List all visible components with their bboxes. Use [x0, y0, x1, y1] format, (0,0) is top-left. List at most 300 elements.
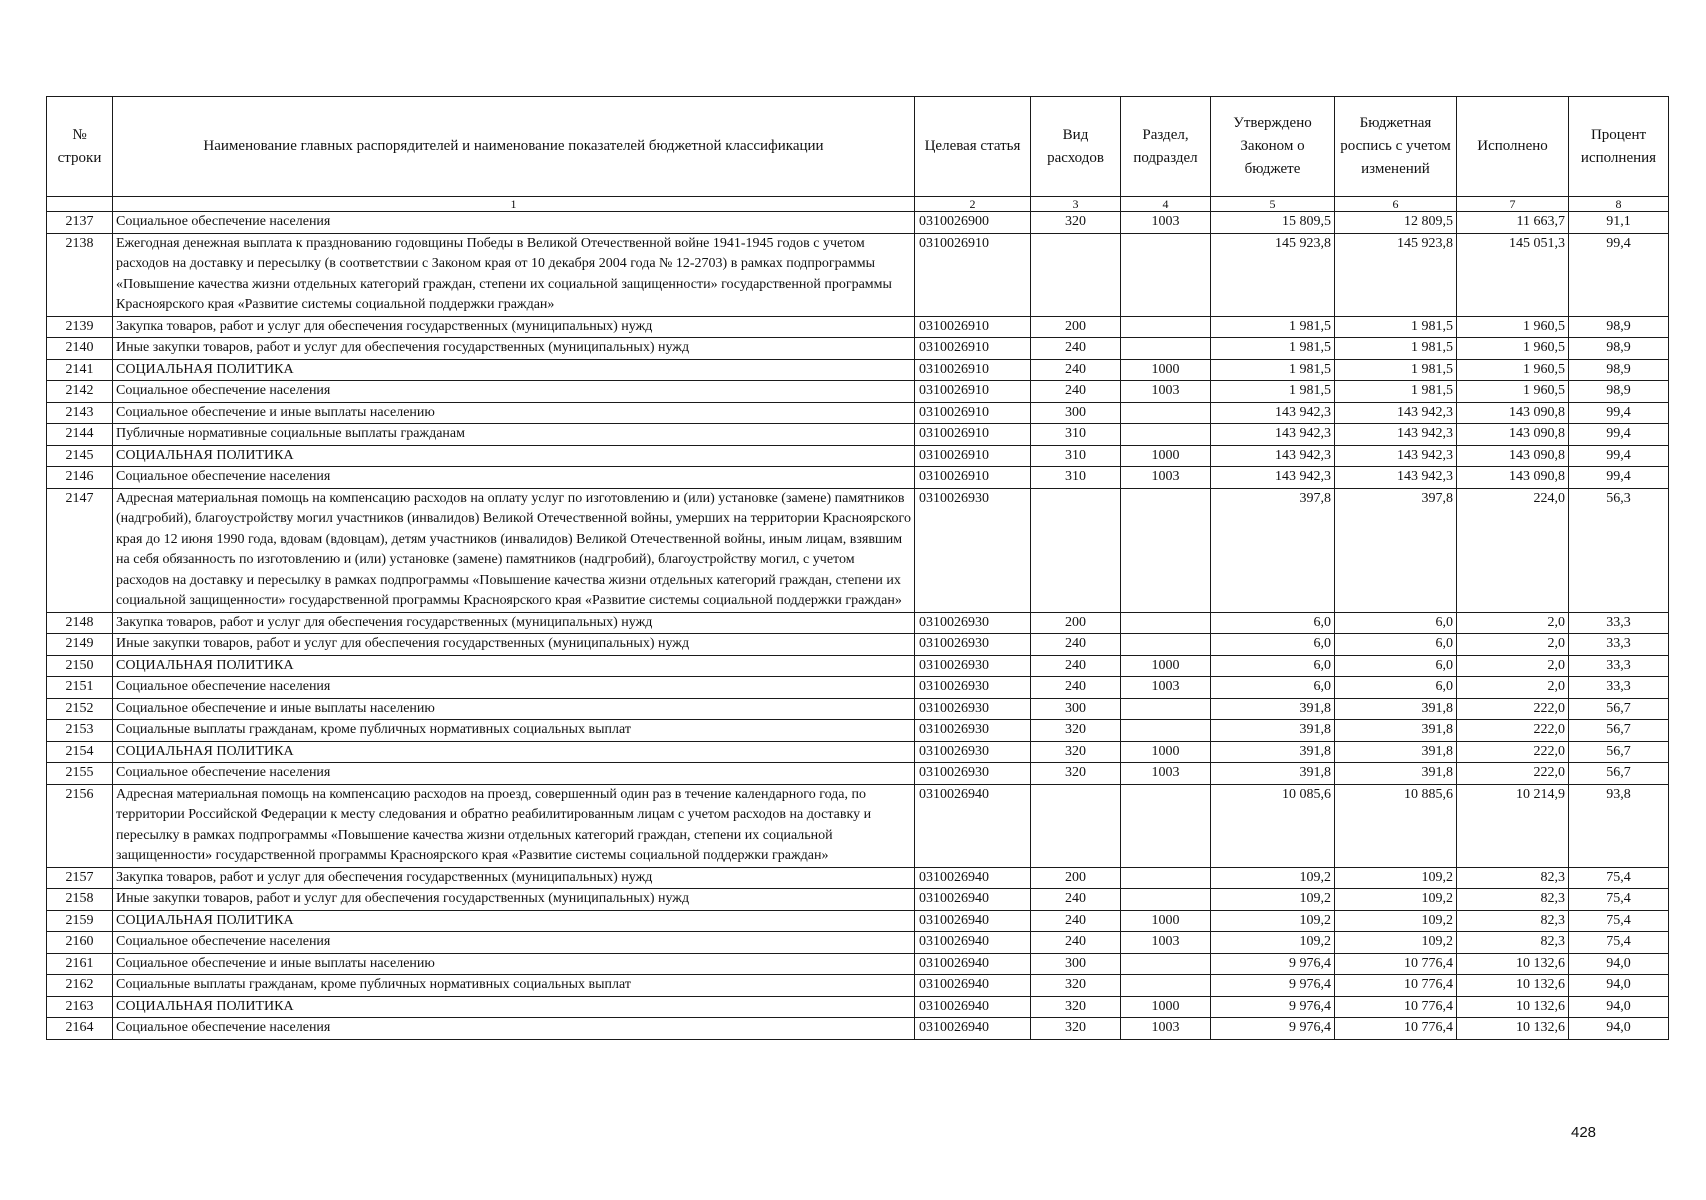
executed-cell: 10 132,6	[1457, 996, 1569, 1018]
expense-type-cell: 300	[1031, 402, 1121, 424]
row-number-cell: 2153	[47, 720, 113, 742]
target-article-cell: 0310026930	[915, 720, 1031, 742]
table-row	[47, 975, 1669, 997]
expense-type-cell: 240	[1031, 338, 1121, 360]
target-article-cell: 0310026930	[915, 677, 1031, 699]
budget-schedule-cell: 1 981,5	[1335, 316, 1457, 338]
name-cell: Социальное обеспечение и иные выплаты населению	[113, 402, 915, 424]
target-article-cell: 0310026910	[915, 359, 1031, 381]
target-article-cell: 0310026910	[915, 338, 1031, 360]
budget-schedule-cell: 1 981,5	[1335, 338, 1457, 360]
executed-cell: 222,0	[1457, 720, 1569, 742]
executed-cell: 1 960,5	[1457, 359, 1569, 381]
target-article-cell: 0310026930	[915, 741, 1031, 763]
percent-cell: 94,0	[1569, 1018, 1669, 1040]
executed-cell: 222,0	[1457, 763, 1569, 785]
budget-schedule-cell: 397,8	[1335, 488, 1457, 612]
name-cell: СОЦИАЛЬНАЯ ПОЛИТИКА	[113, 910, 915, 932]
row-number-cell: 2150	[47, 655, 113, 677]
section-cell	[1121, 424, 1211, 446]
expense-type-cell: 200	[1031, 867, 1121, 889]
row-number-cell: 2162	[47, 975, 113, 997]
approved-cell: 109,2	[1211, 867, 1335, 889]
target-article-cell: 0310026940	[915, 953, 1031, 975]
target-article-cell: 0310026930	[915, 763, 1031, 785]
budget-schedule-cell: 143 942,3	[1335, 445, 1457, 467]
percent-cell: 99,4	[1569, 402, 1669, 424]
row-number-cell: 2147	[47, 488, 113, 612]
document-page	[46, 96, 1668, 1040]
target-article-cell: 0310026940	[915, 975, 1031, 997]
name-cell: Иные закупки товаров, работ и услуг для обеспечения государственных (муниципальных) нужд	[113, 889, 915, 911]
approved-cell: 6,0	[1211, 634, 1335, 656]
target-article-cell: 0310026940	[915, 910, 1031, 932]
name-cell: Адресная материальная помощь на компенсацию расходов на проезд, совершенный один раз в течение календарного года, по территории Российской Федерации к месту следования и обратно реабилитированным лицам с учетом расходов на доставку и пересылку в рамках подпрограммы «Повышение качества жизни отдельных категорий граждан, степени их социальной защищенности» государственной программы Красноярского края «Развитие системы социальной поддержки граждан»	[113, 784, 915, 867]
approved-cell: 9 976,4	[1211, 1018, 1335, 1040]
expense-type-cell: 320	[1031, 720, 1121, 742]
target-article-cell: 0310026930	[915, 612, 1031, 634]
expense-type-cell: 320	[1031, 996, 1121, 1018]
percent-cell: 98,9	[1569, 359, 1669, 381]
section-cell: 1000	[1121, 655, 1211, 677]
name-cell: Социальное обеспечение населения	[113, 467, 915, 489]
percent-cell: 56,3	[1569, 488, 1669, 612]
budget-table	[46, 96, 1669, 1040]
expense-type-cell	[1031, 233, 1121, 316]
column-number-cell	[47, 197, 113, 212]
executed-cell: 10 132,6	[1457, 1018, 1569, 1040]
expense-type-cell: 310	[1031, 424, 1121, 446]
budget-schedule-cell: 391,8	[1335, 698, 1457, 720]
section-cell: 1003	[1121, 467, 1211, 489]
section-cell	[1121, 634, 1211, 656]
budget-schedule-cell: 109,2	[1335, 932, 1457, 954]
target-article-cell: 0310026910	[915, 467, 1031, 489]
budget-schedule-cell: 6,0	[1335, 655, 1457, 677]
row-number-cell: 2157	[47, 867, 113, 889]
executed-cell: 82,3	[1457, 910, 1569, 932]
executed-cell: 222,0	[1457, 741, 1569, 763]
budget-schedule-cell: 1 981,5	[1335, 381, 1457, 403]
target-article-cell: 0310026940	[915, 784, 1031, 867]
percent-cell: 75,4	[1569, 889, 1669, 911]
row-number-cell: 2142	[47, 381, 113, 403]
section-cell	[1121, 953, 1211, 975]
section-cell: 1000	[1121, 445, 1211, 467]
column-number-cell: 7	[1457, 197, 1569, 212]
section-cell: 1003	[1121, 932, 1211, 954]
percent-cell: 33,3	[1569, 634, 1669, 656]
section-cell	[1121, 316, 1211, 338]
row-number-cell: 2140	[47, 338, 113, 360]
section-cell	[1121, 338, 1211, 360]
row-number-cell: 2164	[47, 1018, 113, 1040]
section-cell	[1121, 402, 1211, 424]
expense-type-cell: 240	[1031, 381, 1121, 403]
section-cell	[1121, 889, 1211, 911]
row-number-cell: 2148	[47, 612, 113, 634]
percent-cell: 75,4	[1569, 932, 1669, 954]
expense-type-cell: 320	[1031, 975, 1121, 997]
name-cell: Социальное обеспечение населения	[113, 763, 915, 785]
target-article-cell: 0310026910	[915, 402, 1031, 424]
percent-cell: 98,9	[1569, 338, 1669, 360]
target-article-cell: 0310026940	[915, 932, 1031, 954]
name-cell: Социальное обеспечение населения	[113, 1018, 915, 1040]
approved-cell: 9 976,4	[1211, 953, 1335, 975]
approved-cell: 391,8	[1211, 720, 1335, 742]
row-number-cell: 2163	[47, 996, 113, 1018]
header-name: Наименование главных распорядителей и наименование показателей бюджетной классификации	[113, 97, 915, 197]
column-number-cell: 4	[1121, 197, 1211, 212]
row-number-cell: 2144	[47, 424, 113, 446]
expense-type-cell: 300	[1031, 698, 1121, 720]
name-cell: Закупка товаров, работ и услуг для обеспечения государственных (муниципальных) нужд	[113, 612, 915, 634]
name-cell: Социальное обеспечение населения	[113, 677, 915, 699]
executed-cell: 224,0	[1457, 488, 1569, 612]
table-row	[47, 488, 1669, 612]
row-number-cell: 2159	[47, 910, 113, 932]
table-row	[47, 424, 1669, 446]
section-cell: 1003	[1121, 677, 1211, 699]
percent-cell: 33,3	[1569, 655, 1669, 677]
table-row	[47, 445, 1669, 467]
table-row	[47, 1018, 1669, 1040]
row-number-cell: 2156	[47, 784, 113, 867]
header-approved: Утверждено Законом о бюджете	[1211, 97, 1335, 197]
approved-cell: 6,0	[1211, 655, 1335, 677]
name-cell: СОЦИАЛЬНАЯ ПОЛИТИКА	[113, 655, 915, 677]
target-article-cell: 0310026940	[915, 889, 1031, 911]
executed-cell: 2,0	[1457, 677, 1569, 699]
table-row	[47, 953, 1669, 975]
approved-cell: 109,2	[1211, 889, 1335, 911]
row-number-cell: 2158	[47, 889, 113, 911]
approved-cell: 143 942,3	[1211, 467, 1335, 489]
row-number-cell: 2155	[47, 763, 113, 785]
executed-cell: 1 960,5	[1457, 316, 1569, 338]
approved-cell: 391,8	[1211, 741, 1335, 763]
approved-cell: 145 923,8	[1211, 233, 1335, 316]
percent-cell: 56,7	[1569, 698, 1669, 720]
column-number-cell: 2	[915, 197, 1031, 212]
executed-cell: 145 051,3	[1457, 233, 1569, 316]
table-row	[47, 233, 1669, 316]
expense-type-cell: 240	[1031, 910, 1121, 932]
budget-schedule-cell: 109,2	[1335, 867, 1457, 889]
expense-type-cell: 300	[1031, 953, 1121, 975]
budget-schedule-cell: 143 942,3	[1335, 402, 1457, 424]
table-row	[47, 889, 1669, 911]
budget-schedule-cell: 143 942,3	[1335, 467, 1457, 489]
header-target-article: Целевая статья	[915, 97, 1031, 197]
budget-schedule-cell: 391,8	[1335, 741, 1457, 763]
approved-cell: 6,0	[1211, 677, 1335, 699]
section-cell	[1121, 233, 1211, 316]
approved-cell: 391,8	[1211, 698, 1335, 720]
column-number-cell: 8	[1569, 197, 1669, 212]
executed-cell: 82,3	[1457, 867, 1569, 889]
executed-cell: 222,0	[1457, 698, 1569, 720]
expense-type-cell: 320	[1031, 763, 1121, 785]
expense-type-cell: 320	[1031, 212, 1121, 234]
approved-cell: 1 981,5	[1211, 316, 1335, 338]
expense-type-cell: 240	[1031, 634, 1121, 656]
target-article-cell: 0310026930	[915, 698, 1031, 720]
row-number-cell: 2161	[47, 953, 113, 975]
table-row	[47, 720, 1669, 742]
row-number-cell: 2145	[47, 445, 113, 467]
budget-schedule-cell: 109,2	[1335, 910, 1457, 932]
percent-cell: 93,8	[1569, 784, 1669, 867]
table-row	[47, 867, 1669, 889]
name-cell: Социальное обеспечение населения	[113, 212, 915, 234]
table-row	[47, 634, 1669, 656]
header-executed: Исполнено	[1457, 97, 1569, 197]
executed-cell: 10 132,6	[1457, 975, 1569, 997]
approved-cell: 1 981,5	[1211, 338, 1335, 360]
approved-cell: 109,2	[1211, 910, 1335, 932]
column-number-cell: 6	[1335, 197, 1457, 212]
column-number-cell: 1	[113, 197, 915, 212]
target-article-cell: 0310026910	[915, 233, 1031, 316]
budget-schedule-cell: 145 923,8	[1335, 233, 1457, 316]
table-row	[47, 359, 1669, 381]
target-article-cell: 0310026910	[915, 445, 1031, 467]
name-cell: Социальное обеспечение населения	[113, 381, 915, 403]
approved-cell: 9 976,4	[1211, 975, 1335, 997]
section-cell	[1121, 720, 1211, 742]
executed-cell: 82,3	[1457, 932, 1569, 954]
approved-cell: 391,8	[1211, 763, 1335, 785]
executed-cell: 10 214,9	[1457, 784, 1569, 867]
name-cell: Закупка товаров, работ и услуг для обеспечения государственных (муниципальных) нужд	[113, 316, 915, 338]
table-row	[47, 996, 1669, 1018]
column-number-row	[47, 197, 1669, 212]
executed-cell: 2,0	[1457, 612, 1569, 634]
name-cell: Ежегодная денежная выплата к празднованию годовщины Победы в Великой Отечественной войне 1941-1945 годов с учетом расходов на доставку и пересылку (в соответствии с Законом края от 10 декабря 2004 года № 12-2703) в рамках подпрограммы «Повышение качества жизни отдельных категорий граждан, степени их социальной защищенности» государственной программы Красноярского края «Развитие системы социальной поддержки граждан»	[113, 233, 915, 316]
column-number-cell: 3	[1031, 197, 1121, 212]
table-row	[47, 467, 1669, 489]
expense-type-cell: 310	[1031, 467, 1121, 489]
expense-type-cell	[1031, 784, 1121, 867]
budget-schedule-cell: 1 981,5	[1335, 359, 1457, 381]
expense-type-cell: 320	[1031, 741, 1121, 763]
percent-cell: 99,4	[1569, 233, 1669, 316]
expense-type-cell: 240	[1031, 889, 1121, 911]
approved-cell: 1 981,5	[1211, 359, 1335, 381]
executed-cell: 82,3	[1457, 889, 1569, 911]
budget-schedule-cell: 391,8	[1335, 720, 1457, 742]
executed-cell: 2,0	[1457, 634, 1569, 656]
row-number-cell: 2146	[47, 467, 113, 489]
table-row	[47, 612, 1669, 634]
table-row	[47, 655, 1669, 677]
row-number-cell: 2139	[47, 316, 113, 338]
executed-cell: 143 090,8	[1457, 402, 1569, 424]
percent-cell: 94,0	[1569, 953, 1669, 975]
name-cell: Социальное обеспечение населения	[113, 932, 915, 954]
target-article-cell: 0310026930	[915, 634, 1031, 656]
approved-cell: 397,8	[1211, 488, 1335, 612]
row-number-cell: 2152	[47, 698, 113, 720]
percent-cell: 94,0	[1569, 996, 1669, 1018]
expense-type-cell: 240	[1031, 932, 1121, 954]
approved-cell: 15 809,5	[1211, 212, 1335, 234]
table-row	[47, 910, 1669, 932]
row-number-cell: 2143	[47, 402, 113, 424]
table-row	[47, 402, 1669, 424]
expense-type-cell: 320	[1031, 1018, 1121, 1040]
name-cell: СОЦИАЛЬНАЯ ПОЛИТИКА	[113, 359, 915, 381]
executed-cell: 2,0	[1457, 655, 1569, 677]
expense-type-cell: 240	[1031, 359, 1121, 381]
section-cell: 1003	[1121, 212, 1211, 234]
executed-cell: 1 960,5	[1457, 338, 1569, 360]
approved-cell: 143 942,3	[1211, 402, 1335, 424]
name-cell: Социальное обеспечение и иные выплаты населению	[113, 953, 915, 975]
section-cell: 1000	[1121, 910, 1211, 932]
row-number-cell: 2141	[47, 359, 113, 381]
approved-cell: 143 942,3	[1211, 424, 1335, 446]
name-cell: Закупка товаров, работ и услуг для обеспечения государственных (муниципальных) нужд	[113, 867, 915, 889]
executed-cell: 143 090,8	[1457, 445, 1569, 467]
table-row	[47, 741, 1669, 763]
percent-cell: 56,7	[1569, 763, 1669, 785]
target-article-cell: 0310026930	[915, 655, 1031, 677]
percent-cell: 33,3	[1569, 612, 1669, 634]
table-row	[47, 932, 1669, 954]
name-cell: Адресная материальная помощь на компенсацию расходов на оплату услуг по изготовлению и (или) установке (замене) памятников (надгробий), благоустройству могил участников (инвалидов) Великой Отечественной войны, умерших на территории Красноярского края до 12 июня 1990 года, вдовам (вдовцам), детям участников (инвалидов) Великой Отечественной войны, иным лицам, взявшим на себя обязанность по изготовлению и (или) установке (замене) памятников (надгробий), благоустройству могил, с учетом расходов на доставку и пересылку в рамках подпрограммы «Повышение качества жизни отдельных категорий граждан, степени их социальной защищенности» государственной программы Красноярского края «Развитие системы социальной поддержки граждан»	[113, 488, 915, 612]
row-number-cell: 2160	[47, 932, 113, 954]
table-row	[47, 784, 1669, 867]
executed-cell: 11 663,7	[1457, 212, 1569, 234]
budget-schedule-cell: 10 885,6	[1335, 784, 1457, 867]
section-cell	[1121, 612, 1211, 634]
approved-cell: 1 981,5	[1211, 381, 1335, 403]
name-cell: Социальные выплаты гражданам, кроме публичных нормативных социальных выплат	[113, 720, 915, 742]
target-article-cell: 0310026930	[915, 488, 1031, 612]
section-cell	[1121, 975, 1211, 997]
header-percent: Процент исполнения	[1569, 97, 1669, 197]
percent-cell: 99,4	[1569, 424, 1669, 446]
target-article-cell: 0310026940	[915, 867, 1031, 889]
target-article-cell: 0310026910	[915, 316, 1031, 338]
expense-type-cell: 200	[1031, 612, 1121, 634]
row-number-cell: 2151	[47, 677, 113, 699]
name-cell: СОЦИАЛЬНАЯ ПОЛИТИКА	[113, 741, 915, 763]
approved-cell: 109,2	[1211, 932, 1335, 954]
budget-schedule-cell: 10 776,4	[1335, 953, 1457, 975]
approved-cell: 9 976,4	[1211, 996, 1335, 1018]
target-article-cell: 0310026940	[915, 996, 1031, 1018]
percent-cell: 75,4	[1569, 867, 1669, 889]
name-cell: СОЦИАЛЬНАЯ ПОЛИТИКА	[113, 445, 915, 467]
executed-cell: 1 960,5	[1457, 381, 1569, 403]
table-row	[47, 316, 1669, 338]
expense-type-cell: 200	[1031, 316, 1121, 338]
executed-cell: 143 090,8	[1457, 467, 1569, 489]
percent-cell: 98,9	[1569, 381, 1669, 403]
name-cell: Социальное обеспечение и иные выплаты населению	[113, 698, 915, 720]
budget-schedule-cell: 10 776,4	[1335, 1018, 1457, 1040]
section-cell: 1003	[1121, 1018, 1211, 1040]
percent-cell: 33,3	[1569, 677, 1669, 699]
name-cell: Иные закупки товаров, работ и услуг для обеспечения государственных (муниципальных) нужд	[113, 338, 915, 360]
section-cell: 1003	[1121, 763, 1211, 785]
percent-cell: 94,0	[1569, 975, 1669, 997]
name-cell: СОЦИАЛЬНАЯ ПОЛИТИКА	[113, 996, 915, 1018]
approved-cell: 10 085,6	[1211, 784, 1335, 867]
section-cell: 1000	[1121, 359, 1211, 381]
expense-type-cell: 310	[1031, 445, 1121, 467]
percent-cell: 91,1	[1569, 212, 1669, 234]
table-row	[47, 338, 1669, 360]
approved-cell: 6,0	[1211, 612, 1335, 634]
row-number-cell: 2138	[47, 233, 113, 316]
column-number-cell: 5	[1211, 197, 1335, 212]
table-row	[47, 677, 1669, 699]
target-article-cell: 0310026940	[915, 1018, 1031, 1040]
page-number: 428	[1571, 1124, 1597, 1141]
percent-cell: 56,7	[1569, 720, 1669, 742]
header-expense-type: Вид расходов	[1031, 97, 1121, 197]
budget-schedule-cell: 6,0	[1335, 634, 1457, 656]
row-number-cell: 2149	[47, 634, 113, 656]
header-budget-schedule: Бюджетная роспись с учетом изменений	[1335, 97, 1457, 197]
table-row	[47, 763, 1669, 785]
table-row	[47, 212, 1669, 234]
table-row	[47, 698, 1669, 720]
executed-cell: 10 132,6	[1457, 953, 1569, 975]
budget-schedule-cell: 6,0	[1335, 677, 1457, 699]
section-cell: 1003	[1121, 381, 1211, 403]
budget-schedule-cell: 12 809,5	[1335, 212, 1457, 234]
expense-type-cell	[1031, 488, 1121, 612]
budget-schedule-cell: 6,0	[1335, 612, 1457, 634]
section-cell: 1000	[1121, 741, 1211, 763]
expense-type-cell: 240	[1031, 677, 1121, 699]
expense-type-cell: 240	[1031, 655, 1121, 677]
section-cell	[1121, 867, 1211, 889]
section-cell	[1121, 698, 1211, 720]
name-cell: Публичные нормативные социальные выплаты гражданам	[113, 424, 915, 446]
header-section: Раздел, подраздел	[1121, 97, 1211, 197]
target-article-cell: 0310026900	[915, 212, 1031, 234]
budget-schedule-cell: 10 776,4	[1335, 996, 1457, 1018]
section-cell	[1121, 488, 1211, 612]
header-row-no: № строки	[47, 97, 113, 197]
row-number-cell: 2154	[47, 741, 113, 763]
target-article-cell: 0310026910	[915, 424, 1031, 446]
budget-schedule-cell: 143 942,3	[1335, 424, 1457, 446]
row-number-cell: 2137	[47, 212, 113, 234]
section-cell	[1121, 784, 1211, 867]
percent-cell: 56,7	[1569, 741, 1669, 763]
table-row	[47, 381, 1669, 403]
executed-cell: 143 090,8	[1457, 424, 1569, 446]
name-cell: Социальные выплаты гражданам, кроме публичных нормативных социальных выплат	[113, 975, 915, 997]
section-cell: 1000	[1121, 996, 1211, 1018]
budget-schedule-cell: 109,2	[1335, 889, 1457, 911]
approved-cell: 143 942,3	[1211, 445, 1335, 467]
percent-cell: 98,9	[1569, 316, 1669, 338]
budget-schedule-cell: 10 776,4	[1335, 975, 1457, 997]
percent-cell: 99,4	[1569, 467, 1669, 489]
name-cell: Иные закупки товаров, работ и услуг для обеспечения государственных (муниципальных) нужд	[113, 634, 915, 656]
percent-cell: 99,4	[1569, 445, 1669, 467]
budget-schedule-cell: 391,8	[1335, 763, 1457, 785]
